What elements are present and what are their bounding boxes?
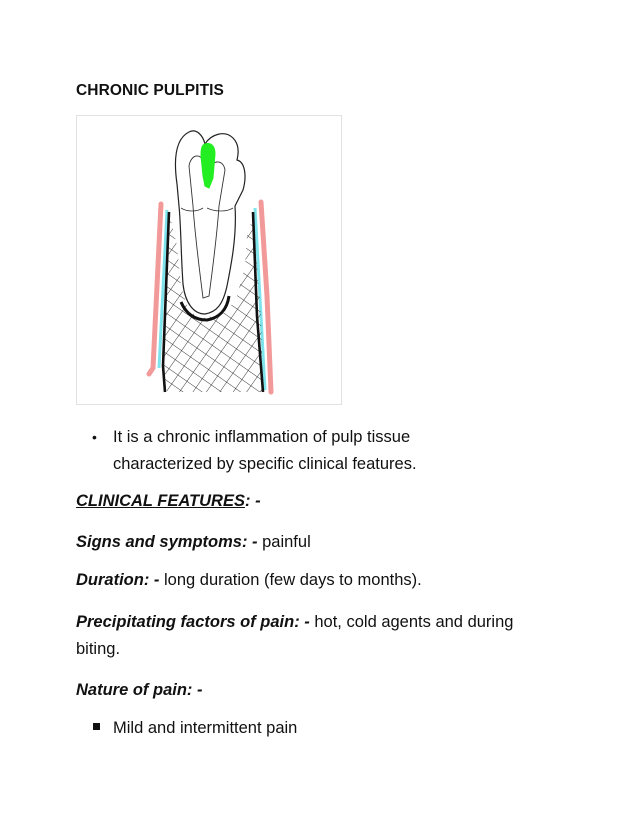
clinical-features-heading — [76, 492, 261, 511]
tooth-figure — [76, 115, 342, 405]
square-bullet-icon — [93, 723, 100, 730]
bullet-dot: • — [92, 429, 97, 445]
precipitating-paragraph — [76, 609, 536, 663]
nature-label: Nature of pain: - — [76, 681, 203, 699]
signs-value: painful — [257, 533, 311, 551]
page-title: CHRONIC PULPITIS — [76, 82, 224, 99]
list-item — [93, 719, 297, 738]
precipitating-label: Precipitating factors of pain: - — [76, 613, 310, 631]
tooth-diagram-icon — [77, 116, 341, 404]
list-item-text: Mild and intermittent pain — [113, 719, 298, 737]
duration-value: long duration (few days to months). — [159, 571, 422, 589]
clinical-features-label: CLINICAL FEATURES — [76, 492, 245, 510]
signs-line — [76, 533, 311, 552]
duration-label: Duration: - — [76, 571, 160, 589]
precipitating-value: hot, cold agents and during biting. — [76, 613, 514, 658]
clinical-features-suffix: : - — [244, 492, 261, 510]
nature-line — [76, 681, 203, 700]
signs-label: Signs and symptoms: - — [76, 533, 258, 551]
duration-line — [76, 571, 422, 590]
bullet-text: It is a chronic inflammation of pulp tissue characterized by specific clinical features. — [113, 428, 417, 473]
